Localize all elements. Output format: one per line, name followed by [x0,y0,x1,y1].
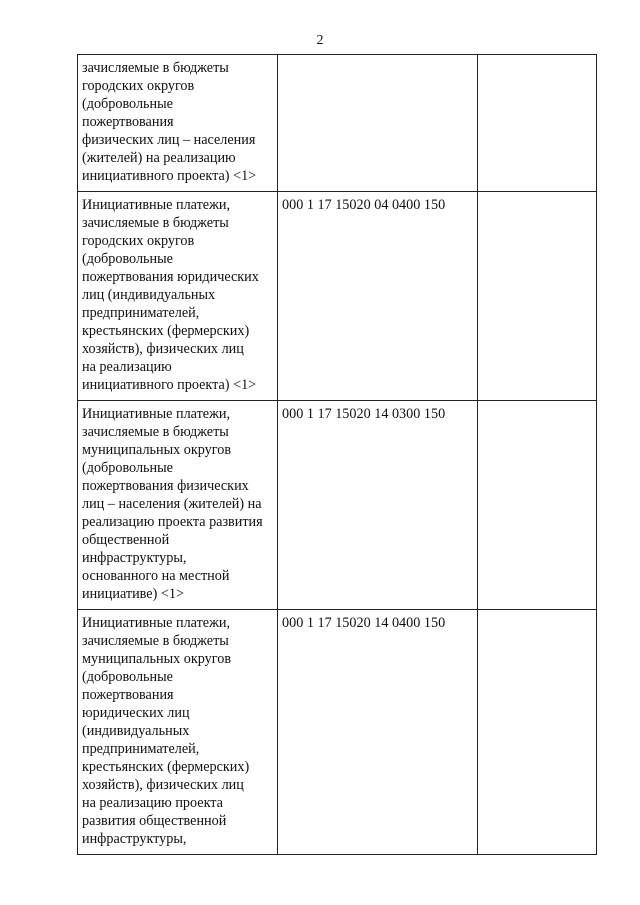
description-text: зачисляемые в бюджеты городских округов (добровольные пожертвования физических лиц – населения (жителей) на реализацию инициативного проекта) <1> [82,60,257,184]
page-number: 2 [316,33,324,48]
description-cell [78,192,278,401]
code-cell [278,55,478,192]
description-text: Инициативные платежи, зачисляемые в бюджеты муниципальных округов (добровольные пожертвования физических лиц – населения (жителей) на реализацию проекта развития общественной инфраструктуры, основанного на местной инициативе) <1> [82,406,263,602]
table-row [78,401,597,610]
code-cell: 000 1 17 15020 14 0400 150 [278,610,478,855]
code-cell: 000 1 17 15020 14 0300 150 [278,401,478,610]
description-text: Инициативные платежи, зачисляемые в бюджеты городских округов (добровольные пожертвования юридических лиц (индивидуальных предпринимателей, крестьянских (фермерских) хозяйств), физических лиц на реализацию инициативного проекта) <1> [82,197,259,393]
value-cell [478,192,597,401]
description-cell [78,55,278,192]
revenue-table [77,54,597,855]
description-cell [78,401,278,610]
value-cell [478,55,597,192]
value-cell [478,401,597,610]
table-row [78,192,597,401]
table-row [78,610,597,855]
description-text: Инициативные платежи, зачисляемые в бюджеты муниципальных округов (добровольные пожертвования юридических лиц (индивидуальных предпринимателей, крестьянских (фермерских) хозяйств), физических лиц на реализацию проекта развития общественной инфраструктуры, [82,615,250,847]
value-cell [478,610,597,855]
description-cell [78,610,278,855]
code-cell: 000 1 17 15020 04 0400 150 [278,192,478,401]
table-row [78,55,597,192]
